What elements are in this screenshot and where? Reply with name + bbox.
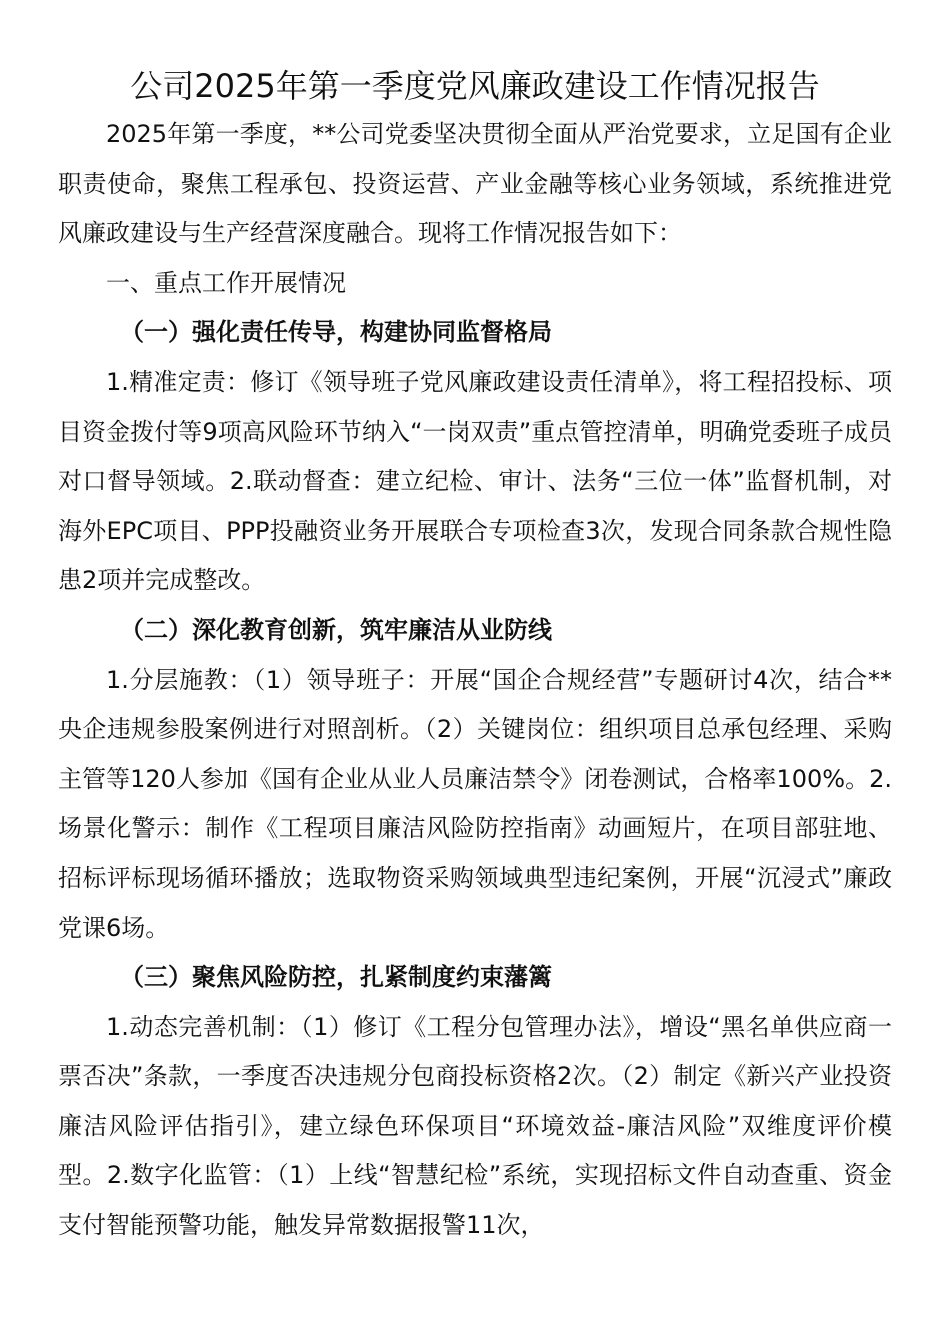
subsection-body-3: 1.动态完善机制：（1）修订《工程分包管理办法》，增设“黑名单供应商一票否决”条款，一季度否决违规分包商投标资格2次。（2）制定《新兴产业投资廉洁风险评估指引》，建立绿色环保项目“环境效益-廉洁风险”双维度评价模型。2.数字化监管：（1）上线“智慧纪检”系统，实现招标文件自动查重、资金支付智能预警功能，触发异常数据报警11次， xyxy=(58,1012,892,1240)
subsection-heading-2: （二）深化教育创新，筑牢廉洁从业防线 xyxy=(120,615,552,644)
subsection-body-1: 1.精准定责：修订《领导班子党风廉政建设责任清单》，将工程招投标、项目资金拨付等9项高风险环节纳入“一岗双责”重点管控清单，明确党委班子成员对口督导领域。2.联动督查：建立纪检、审计、法务“三位一体”监督机制，对海外EPC项目、PPP投融资业务开展联合专项检查3次，发现合同条款合规性隐患2项并完成整改。 xyxy=(58,367,892,595)
document-page xyxy=(58,62,892,1251)
subsection-heading-3: （三）聚焦风险防控，扎紧制度约束藩篱 xyxy=(120,963,552,992)
subsection-body-2: 1.分层施教：（1）领导班子：开展“国企合规经营”专题研讨4次，结合**央企违规参股案例进行对照剖析。（2）关键岗位：组织项目总承包经理、采购主管等120人参加《国有企业从业人员廉洁禁令》闭卷测试，合格率100%。2.场景化警示：制作《工程项目廉洁风险防控指南》动画短片，在项目部驻地、招标评标现场循环播放；选取物资采购领域典型违纪案例，开展“沉浸式”廉政党课6场。 xyxy=(58,665,892,942)
subsection-heading-1: （一）强化责任传导，构建协同监督格局 xyxy=(120,318,552,347)
document-title: 公司2025年第一季度党风廉政建设工作情况报告 xyxy=(130,67,820,105)
section-heading-1: 一、重点工作开展情况 xyxy=(106,268,346,297)
intro-paragraph: 2025年第一季度，**公司党委坚决贯彻全面从严治党要求，立足国有企业职责使命，聚焦工程承包、投资运营、产业金融等核心业务领域，系统推进党风廉政建设与生产经营深度融合。现将工作情况报告如下： xyxy=(58,120,892,248)
